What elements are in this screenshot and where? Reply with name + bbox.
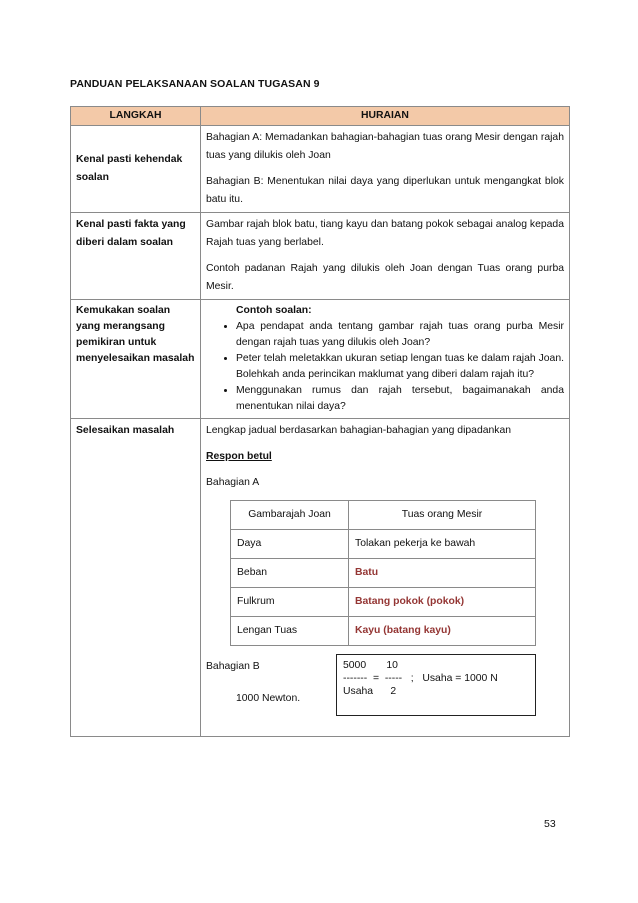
matching-header: Tuas orang Mesir	[349, 501, 536, 530]
row-content	[201, 300, 570, 419]
matching-cell: Tolakan pekerja ke bawah	[349, 530, 536, 559]
matching-row	[231, 559, 536, 588]
answer-newton: 1000 Newton.	[236, 693, 301, 704]
row-content	[201, 213, 570, 300]
row-label: Kenal pasti kehendak soalan	[71, 126, 201, 213]
list-item: • Apa pendapat anda tentang gambar rajah tuas orang purba Mesir dengan rajah tuas yang dilukis oleh Joan?	[236, 319, 564, 351]
question-lead: Contoh soalan:	[236, 305, 312, 316]
paragraph: Contoh padanan Rajah yang dilukis oleh Joan dengan Tuas orang purba Mesir.	[206, 263, 564, 292]
matching-cell: Fulkrum	[231, 588, 349, 617]
formula-line: 5000 10	[343, 660, 398, 671]
page-heading: PANDUAN PELAKSANAAN SOALAN TUGASAN 9	[70, 78, 320, 90]
matching-row	[231, 588, 536, 617]
formula-line: ------- = ----- ; Usaha = 1000 N	[343, 673, 498, 684]
matching-cell: Lengan Tuas	[231, 617, 349, 646]
matching-header: Gambarajah Joan	[231, 501, 349, 530]
bahagian-b-label: Bahagian B	[206, 661, 260, 672]
formula-line: Usaha 2	[343, 686, 397, 697]
matching-answer: Batu	[349, 559, 536, 588]
question-list	[206, 319, 564, 415]
paragraph: Lengkap jadual berdasarkan bahagian-bahagian yang dipadankan	[206, 425, 512, 436]
matching-cell: Beban	[231, 559, 349, 588]
header-huraian: HURAIAN	[201, 107, 570, 126]
table-row	[71, 126, 570, 213]
matching-cell: Daya	[231, 530, 349, 559]
guide-table	[70, 106, 570, 737]
row-content	[201, 419, 570, 737]
paragraph: Bahagian B: Menentukan nilai daya yang diperlukan untuk mengangkat blok batu itu.	[206, 176, 564, 205]
paragraph: Gambar rajah blok batu, tiang kayu dan batang pokok sebagai analog kepada Rajah tuas yang berlabel.	[206, 219, 564, 248]
matching-answer: Batang pokok (pokok)	[349, 588, 536, 617]
row-content	[201, 126, 570, 213]
header-langkah: LANGKAH	[71, 107, 201, 126]
paragraph: Bahagian A: Memadankan bahagian-bahagian tuas orang Mesir dengan rajah tuas yang dilukis oleh Joan	[206, 132, 564, 161]
matching-table	[230, 500, 536, 646]
matching-header-row	[231, 501, 536, 530]
row-label: Selesaikan masalah	[71, 419, 201, 737]
row-label: Kemukakan soalan yang merangsang pemikiran untuk menyelesaikan masalah	[71, 300, 201, 419]
table-row	[71, 300, 570, 419]
matching-row	[231, 617, 536, 646]
row-label: Kenal pasti fakta yang diberi dalam soalan	[71, 213, 201, 300]
bahagian-a-label: Bahagian A	[206, 477, 260, 488]
list-item: • Peter telah meletakkan ukuran setiap lengan tuas ke dalam rajah Joan. Bolehkah anda perincikan maklumat yang diberi dalam rajah itu?	[236, 351, 564, 383]
page-number: 53	[544, 818, 556, 830]
table-header-row	[71, 107, 570, 126]
respon-title: Respon betul	[206, 451, 272, 462]
matching-answer: Kayu (batang kayu)	[349, 617, 536, 646]
bahagian-b-block	[206, 658, 564, 726]
matching-row	[231, 530, 536, 559]
formula-box	[336, 654, 536, 716]
table-row	[71, 213, 570, 300]
table-row	[71, 419, 570, 737]
list-item: • Menggunakan rumus dan rajah tersebut, bagaimanakah anda menentukan nilai daya?	[236, 383, 564, 415]
